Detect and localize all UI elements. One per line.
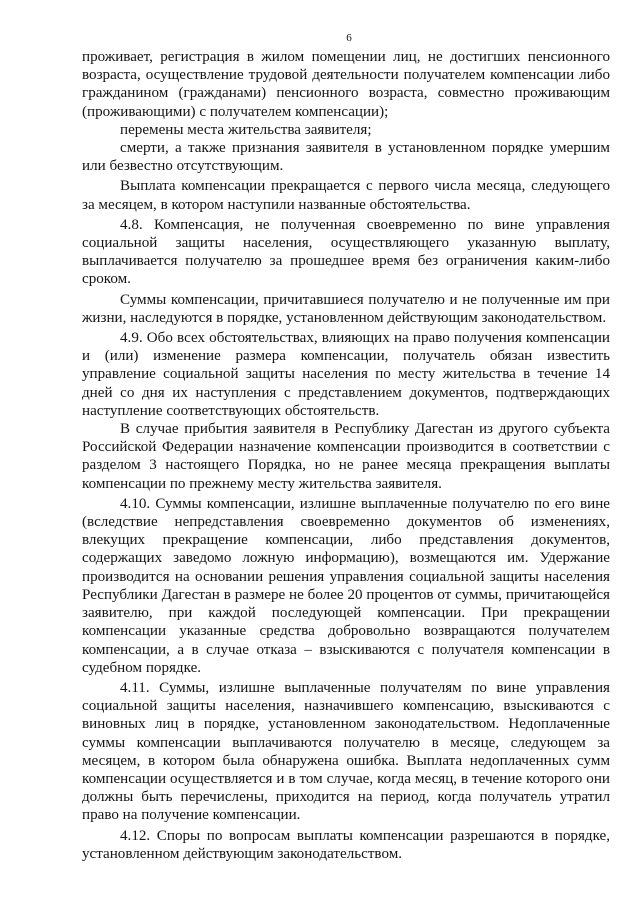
paragraph-4-11: 4.11. Суммы, излишне выплаченные получателям по вине управления социальной защиты населения, назначившего компенсацию, взыскиваются с виновных лиц в порядке, установленном законодательством. Недоплаченные суммы компенсации выплачиваются получателю в месяце, следующем за месяцем, в котором была обнаружена ошибка. Выплата недоплаченных сумм компенсации осуществляется и в том случае, когда месяц, в течение которого они должны быть перечислены, приходится на период, когда получатель утратил право на получение компенсации.	[82, 679, 610, 824]
paragraph-payment-termination: Выплата компенсации прекращается с первого числа месяца, следующего за месяцем, в котором наступили названные обстоятельства.	[82, 178, 610, 213]
page-number: 6	[346, 32, 352, 44]
paragraph-arrival: В случае прибытия заявителя в Республику Дагестан из другого субъекта Российской Федерации назначение компенсации производится в соответствии с разделом 3 настоящего Порядка, но не ранее месяца прекращения выплаты компенсации по прежнему месту жительства заявителя.	[82, 421, 610, 492]
paragraph-4-9: 4.9. Обо всех обстоятельствах, влияющих на право получения компенсации и (или) изменение размера компенсации, получатель обязан известить управление социальной защиты населения по месту жительства в течение 14 дней со дня их наступления с представлением документов, подтверждающих наступление соответствующих обстоятельств.	[82, 330, 610, 419]
paragraph-4-10: 4.10. Суммы компенсации, излишне выплаченные получателю по его вине (вследствие непредставления своевременно документов об изменениях, влекущих прекращение компенсации, либо представления документов, содержащих заведомо ложную информацию), возмещаются им. Удержание производится на основании решения управления социальной защиты населения Республики Дагестан в размере не более 20 процентов от суммы, причитающейся заявителю, при каждой последующей компенсации. При прекращении компенсации указанные средства добровольно возвращаются получателем компенсации, а в случае отказа – взыскиваются с получателя компенсации в судебном порядке.	[82, 495, 610, 676]
paragraph-continuation: проживает, регистрация в жилом помещении лиц, не достигших пенсионного возраста, осуществление трудовой деятельности получателем компенсации либо гражданином (гражданами) пенсионного возраста, совместно проживающим (проживающими) с получателем компенсации);	[82, 49, 610, 120]
paragraph-death: смерти, а также признания заявителя в установленном порядке умершим или безвестно отсутствующим.	[82, 140, 610, 175]
paragraph-change-of-residence: перемены места жительства заявителя;	[120, 121, 372, 138]
paragraph-4-12: 4.12. Споры по вопросам выплаты компенсации разрешаются в порядке, установленном действующим законодательством.	[82, 827, 610, 862]
paragraph-inheritance: Суммы компенсации, причитавшиеся получателю и не полученные им при жизни, наследуются в порядке, установленном действующим законодательством.	[82, 291, 610, 326]
paragraph-4-8: 4.8. Компенсация, не полученная своевременно по вине управления социальной защиты населения, осуществляющего указанную выплату, выплачивается получателю за прошедшее время без ограничения каким-либо сроком.	[82, 216, 610, 288]
